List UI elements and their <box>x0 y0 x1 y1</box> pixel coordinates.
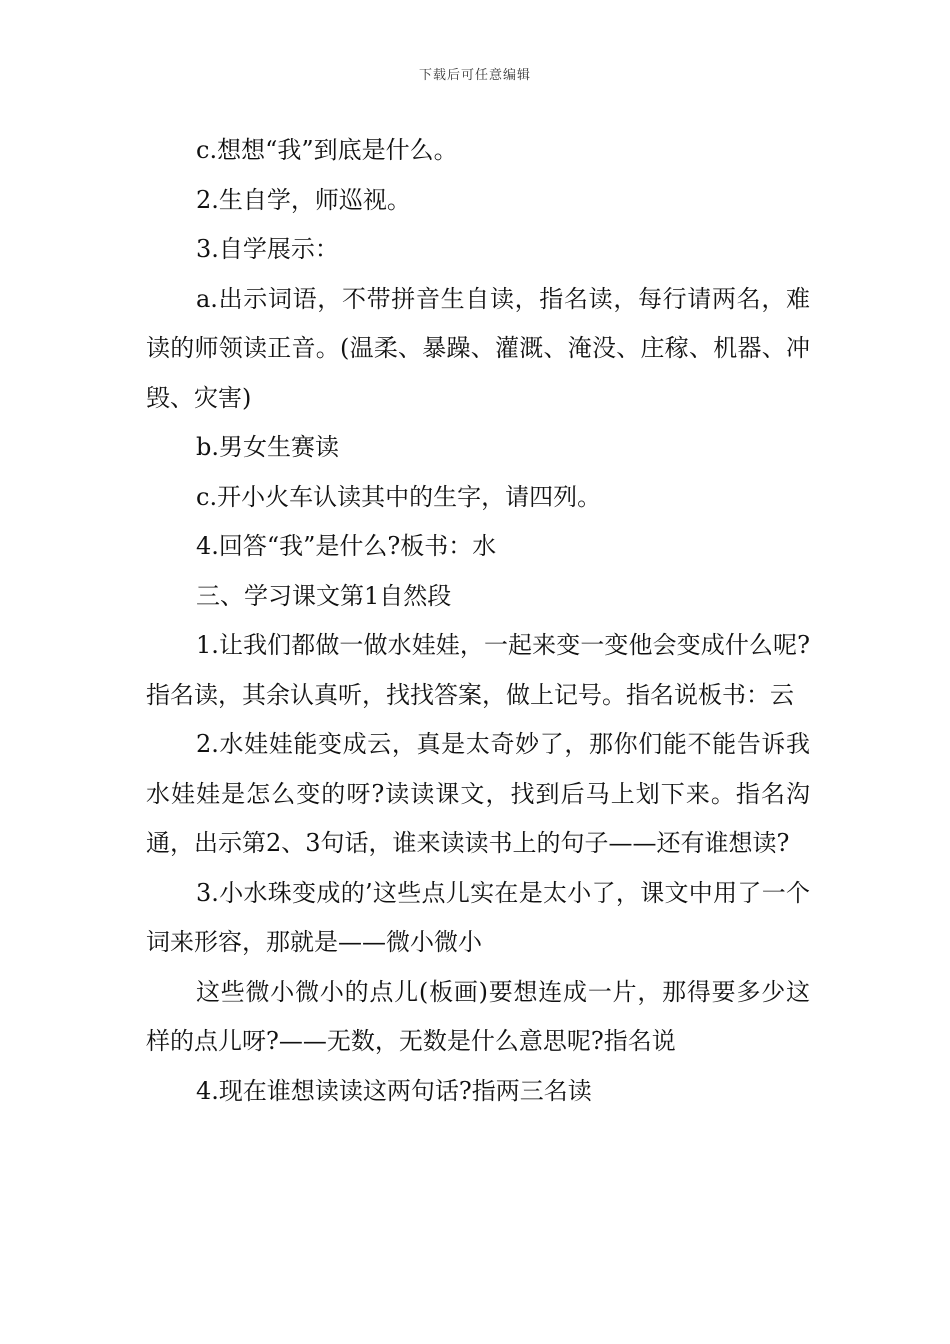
paragraph: c.想想“我”到底是什么。 <box>196 136 458 164</box>
paragraph: c.开小火车认读其中的生字，请四列。 <box>196 482 602 511</box>
section-heading: 三、学习课文第1自然段 <box>196 581 452 610</box>
document-body <box>146 126 810 1116</box>
paragraph: 4.回答“我”是什么?板书：水 <box>196 532 497 560</box>
paragraph: b.男女生赛读 <box>196 433 339 461</box>
paragraph: 1.让我们都做一做水娃娃，一起来变一变他会变成什么呢?指名读，其余认真听，找找答案，做上记号。指名说板书：云 <box>146 631 810 709</box>
paragraph: 这些微小微小的点儿(板画)要想连成一片，那得要多少这样的点儿呀?——无数，无数是什么意思呢?指名说 <box>146 977 810 1055</box>
paragraph: 3.小水珠变成的’这些点儿实在是太小了，课文中用了一个词来形容，那就是——微小微小 <box>146 878 810 956</box>
paragraph: a.出示词语，不带拼音生自读，指名读，每行请两名，难读的师领读正音。(温柔、暴躁、灌溉、淹没、庄稼、机器、冲毁、灾害) <box>146 284 810 412</box>
paragraph: 2.水娃娃能变成云，真是太奇妙了，那你们能不能告诉我水娃娃是怎么变的呀?读读课文，找到后马上划下来。指名沟通，出示第2、3句话，谁来读读书上的句子——还有谁想读? <box>146 730 810 857</box>
paragraph: 2.生自学，师巡视。 <box>196 185 411 214</box>
paragraph: 4.现在谁想读读这两句话?指两三名读 <box>196 1076 592 1105</box>
paragraph: 3.自学展示： <box>196 235 339 263</box>
page-header: 下载后可任意编辑 <box>418 68 531 83</box>
